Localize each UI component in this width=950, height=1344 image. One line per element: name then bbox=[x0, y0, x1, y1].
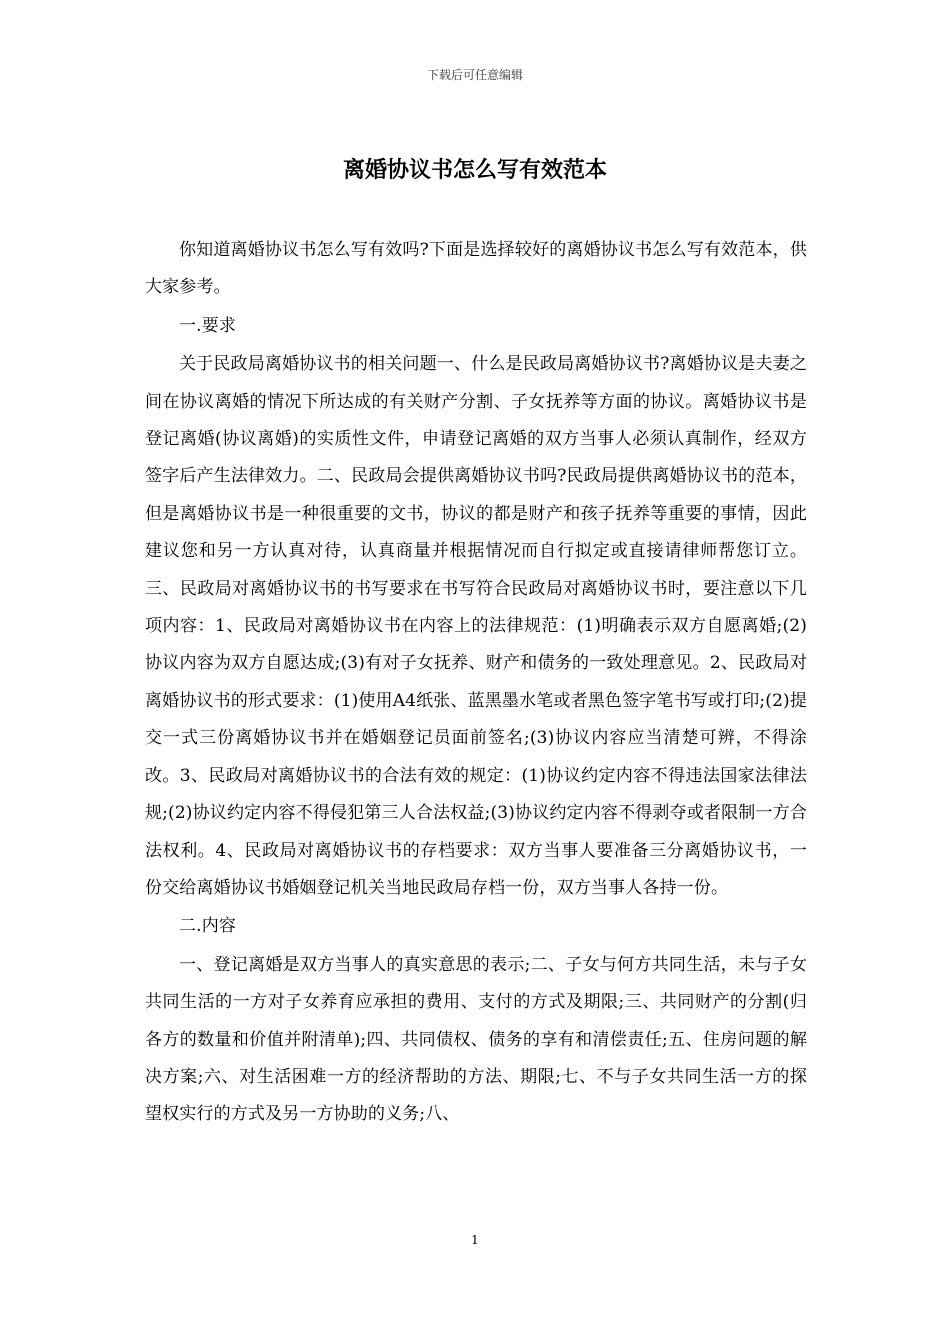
section-heading-requirements: 一.要求 bbox=[179, 315, 237, 336]
intro-paragraph: 你知道离婚协议书怎么写有效吗?下面是选择较好的离婚协议书怎么写有效范本，供大家参考。 bbox=[145, 240, 807, 298]
requirements-paragraph: 关于民政局离婚协议书的相关问题一、什么是民政局离婚协议书?离婚协议是夫妻之间在协议离婚的情况下所达成的有关财产分割、子女抚养等方面的协议。离婚协议书是登记离婚(协议离婚)的实质性文件，申请登记离婚的双方当事人必须认真制作，经双方签字后产生法律效力。二、民政局会提供离婚协议书吗?民政局提供离婚协议书的范本，但是离婚协议书是一种很重要的文书，协议的都是财产和孩子抚养等重要的事情，因此建议您和另一方认真对待，认真商量并根据情况而自行拟定或直接请律师帮您订立。三、民政局对离婚协议书的书写要求在书写符合民政局对离婚协议书时，要注意以下几项内容：1、民政局对离婚协议书在内容上的法律规范：(1)明确表示双方自愿离婚;(2)协议内容为双方自愿达成;(3)有对子女抚养、财产和债务的一致处理意见。2、民政局对离婚协议书的形式要求：(1)使用A4纸张、蓝黑墨水笔或者黑色签字笔书写或打印;(2)提交一式三份离婚协议书并在婚姻登记员面前签名;(3)协议内容应当清楚可辨，不得涂改。3、民政局对离婚协议书的合法有效的规定：(1)协议约定内容不得违法国家法律法规;(2)协议约定内容不得侵犯第三人合法权益;(3)协议约定内容不得剥夺或者限制一方合法权利。4、民政局对离婚协议书的存档要求：双方当事人要准备三分离婚协议书，一份交给离婚协议书婚姻登记机关当地民政局存档一份，双方当事人各持一份。 bbox=[145, 354, 807, 898]
document-body bbox=[145, 232, 807, 1135]
section-heading-content: 二.内容 bbox=[179, 916, 237, 937]
header-note: 下载后可任意编辑 bbox=[426, 68, 523, 82]
content-paragraph: 一、登记离婚是双方当事人的真实意思的表示;二、子女与何方共同生活，未与子女共同生活的一方对子女养育应承担的费用、支付的方式及期限;三、共同财产的分割(归各方的数量和价值并附清单);四、共同债权、债务的享有和清偿责任;五、住房问题的解决方案;六、对生活困难一方的经济帮助的方法、期限;七、不与子女共同生活一方的探望权实行的方式及另一方协助的义务;八、 bbox=[145, 954, 807, 1125]
document-title: 离婚协议书怎么写有效范本 bbox=[342, 157, 607, 183]
page-number: 1 bbox=[471, 1233, 479, 1247]
